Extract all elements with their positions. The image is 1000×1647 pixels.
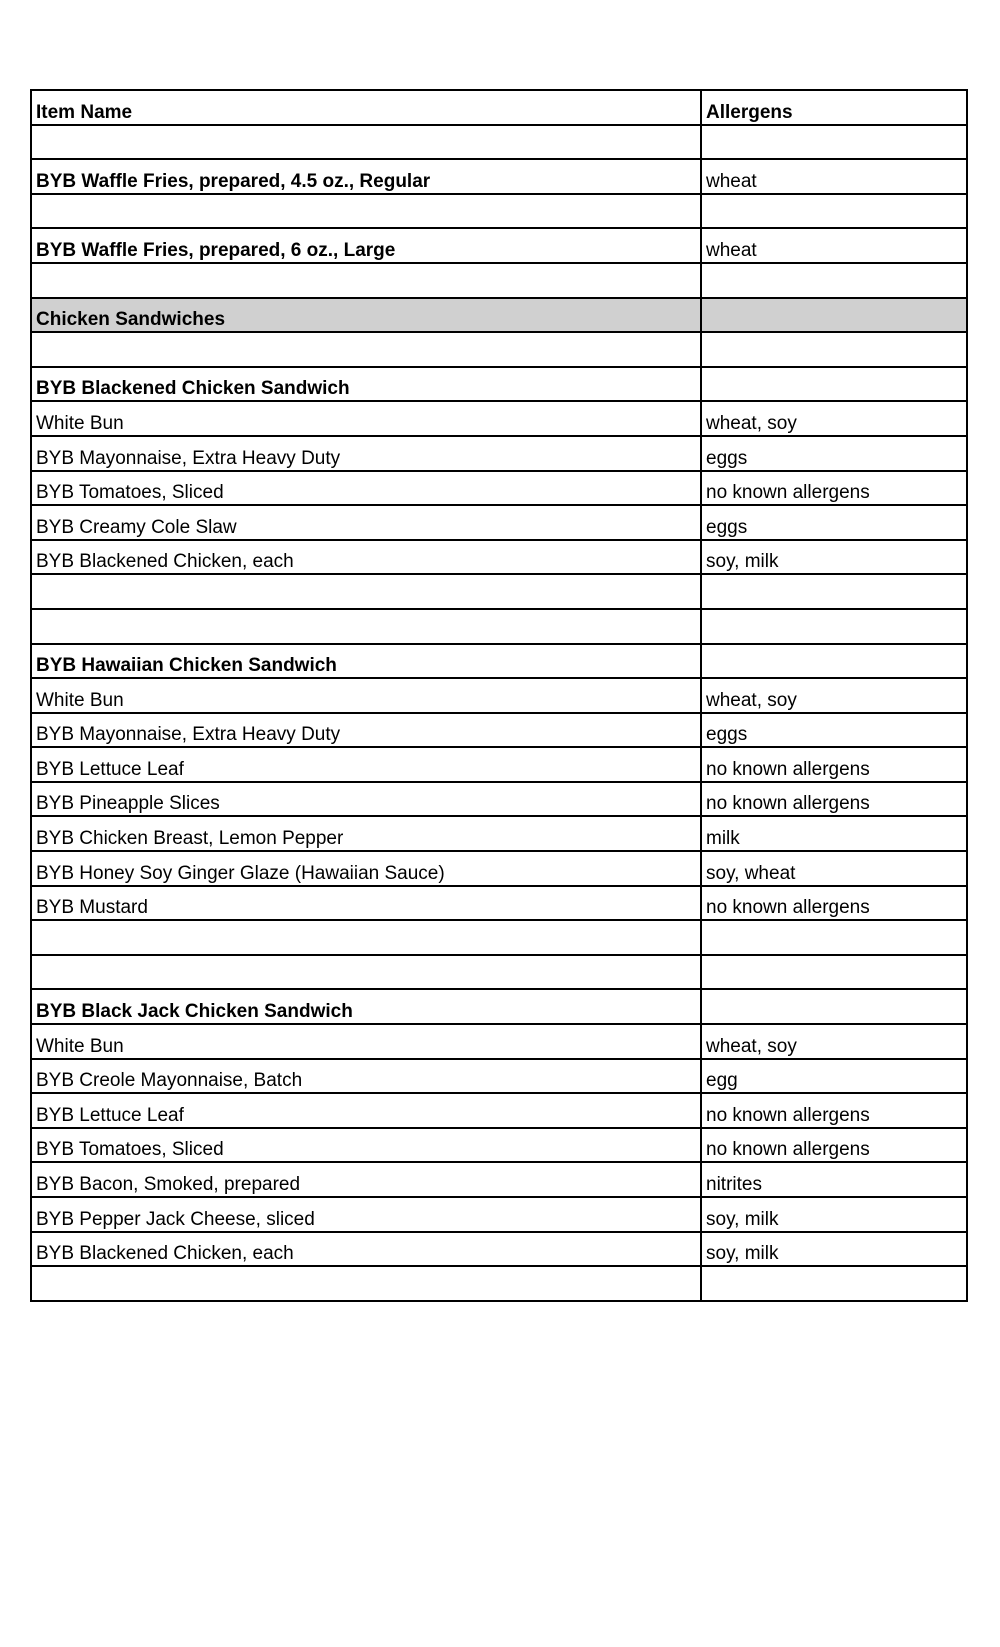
item-name-cell: [31, 609, 701, 644]
item-name-cell: White Bun: [31, 401, 701, 436]
table-row: [31, 263, 967, 298]
allergens-cell: wheat, soy: [701, 678, 967, 713]
allergens-cell: [701, 1266, 967, 1301]
table-row: [31, 816, 967, 851]
item-name-cell: BYB Lettuce Leaf: [31, 747, 701, 782]
allergens-cell: eggs: [701, 436, 967, 471]
table-row: [31, 1232, 967, 1267]
allergens-cell: [701, 609, 967, 644]
section-row: [31, 298, 967, 333]
header-item-name: Item Name: [31, 90, 701, 125]
table-row: [31, 782, 967, 817]
allergens-cell: no known allergens: [701, 747, 967, 782]
allergens-cell: [701, 574, 967, 609]
allergens-cell: [701, 194, 967, 229]
allergens-cell: [701, 125, 967, 160]
allergens-cell: [701, 263, 967, 298]
allergens-cell: wheat: [701, 228, 967, 263]
table-row: [31, 851, 967, 886]
table-row: [31, 747, 967, 782]
table-row: [31, 989, 967, 1024]
allergens-cell: wheat: [701, 159, 967, 194]
table-row: [31, 955, 967, 990]
table-row: [31, 1128, 967, 1163]
table-row: [31, 886, 967, 921]
item-name-cell: BYB Mustard: [31, 886, 701, 921]
item-name-cell: [31, 920, 701, 955]
item-name-cell: BYB Chicken Breast, Lemon Pepper: [31, 816, 701, 851]
allergens-cell: [701, 367, 967, 402]
item-name-cell: BYB Honey Soy Ginger Glaze (Hawaiian Sauce): [31, 851, 701, 886]
table-row: [31, 609, 967, 644]
item-name-cell: Chicken Sandwiches: [31, 298, 701, 333]
table-row: [31, 194, 967, 229]
allergens-cell: wheat, soy: [701, 1024, 967, 1059]
allergens-cell: soy, wheat: [701, 851, 967, 886]
item-name-cell: [31, 955, 701, 990]
item-name-cell: BYB Blackened Chicken, each: [31, 540, 701, 575]
table-row: [31, 1197, 967, 1232]
item-name-cell: BYB Black Jack Chicken Sandwich: [31, 989, 701, 1024]
table-row: [31, 1024, 967, 1059]
table-row: [31, 367, 967, 402]
allergens-cell: wheat, soy: [701, 401, 967, 436]
item-name-cell: [31, 1266, 701, 1301]
item-name-cell: BYB Waffle Fries, prepared, 4.5 oz., Regular: [31, 159, 701, 194]
allergens-cell: egg: [701, 1059, 967, 1094]
item-name-cell: BYB Blackened Chicken, each: [31, 1232, 701, 1267]
header-allergens: Allergens: [701, 90, 967, 125]
allergens-cell: eggs: [701, 713, 967, 748]
allergens-cell: no known allergens: [701, 886, 967, 921]
table-row: [31, 332, 967, 367]
table-row: [31, 540, 967, 575]
item-name-cell: BYB Tomatoes, Sliced: [31, 1128, 701, 1163]
item-name-cell: BYB Mayonnaise, Extra Heavy Duty: [31, 713, 701, 748]
item-name-cell: BYB Bacon, Smoked, prepared: [31, 1162, 701, 1197]
table-row: [31, 1093, 967, 1128]
table-row: [31, 228, 967, 263]
table-row: [31, 125, 967, 160]
item-name-cell: BYB Waffle Fries, prepared, 6 oz., Large: [31, 228, 701, 263]
allergens-cell: no known allergens: [701, 471, 967, 506]
item-name-cell: [31, 125, 701, 160]
item-name-cell: [31, 574, 701, 609]
item-name-cell: [31, 263, 701, 298]
item-name-cell: BYB Pepper Jack Cheese, sliced: [31, 1197, 701, 1232]
item-name-cell: [31, 194, 701, 229]
item-name-cell: [31, 332, 701, 367]
item-name-cell: BYB Mayonnaise, Extra Heavy Duty: [31, 436, 701, 471]
table-row: [31, 678, 967, 713]
item-name-cell: White Bun: [31, 678, 701, 713]
allergens-cell: [701, 644, 967, 679]
allergens-cell: soy, milk: [701, 540, 967, 575]
allergens-cell: [701, 955, 967, 990]
table-row: [31, 713, 967, 748]
item-name-cell: White Bun: [31, 1024, 701, 1059]
item-name-cell: BYB Hawaiian Chicken Sandwich: [31, 644, 701, 679]
item-name-cell: BYB Tomatoes, Sliced: [31, 471, 701, 506]
allergens-cell: no known allergens: [701, 782, 967, 817]
allergens-cell: [701, 989, 967, 1024]
allergens-cell: soy, milk: [701, 1197, 967, 1232]
allergens-cell: milk: [701, 816, 967, 851]
allergens-cell: no known allergens: [701, 1128, 967, 1163]
header-row: [31, 90, 967, 125]
allergens-cell: [701, 332, 967, 367]
table-row: [31, 920, 967, 955]
table-row: [31, 471, 967, 506]
table-row: [31, 436, 967, 471]
table-row: [31, 1162, 967, 1197]
table-row: [31, 1266, 967, 1301]
allergens-cell: soy, milk: [701, 1232, 967, 1267]
table-row: [31, 159, 967, 194]
allergens-cell: [701, 298, 967, 333]
allergens-cell: eggs: [701, 505, 967, 540]
table-row: [31, 401, 967, 436]
allergen-table-body: [31, 90, 967, 1301]
item-name-cell: BYB Blackened Chicken Sandwich: [31, 367, 701, 402]
table-row: [31, 1059, 967, 1094]
allergen-table: [30, 89, 968, 1302]
table-row: [31, 574, 967, 609]
item-name-cell: BYB Creole Mayonnaise, Batch: [31, 1059, 701, 1094]
table-row: [31, 644, 967, 679]
allergens-cell: no known allergens: [701, 1093, 967, 1128]
item-name-cell: BYB Creamy Cole Slaw: [31, 505, 701, 540]
allergens-cell: nitrites: [701, 1162, 967, 1197]
table-row: [31, 505, 967, 540]
item-name-cell: BYB Pineapple Slices: [31, 782, 701, 817]
item-name-cell: BYB Lettuce Leaf: [31, 1093, 701, 1128]
allergens-cell: [701, 920, 967, 955]
